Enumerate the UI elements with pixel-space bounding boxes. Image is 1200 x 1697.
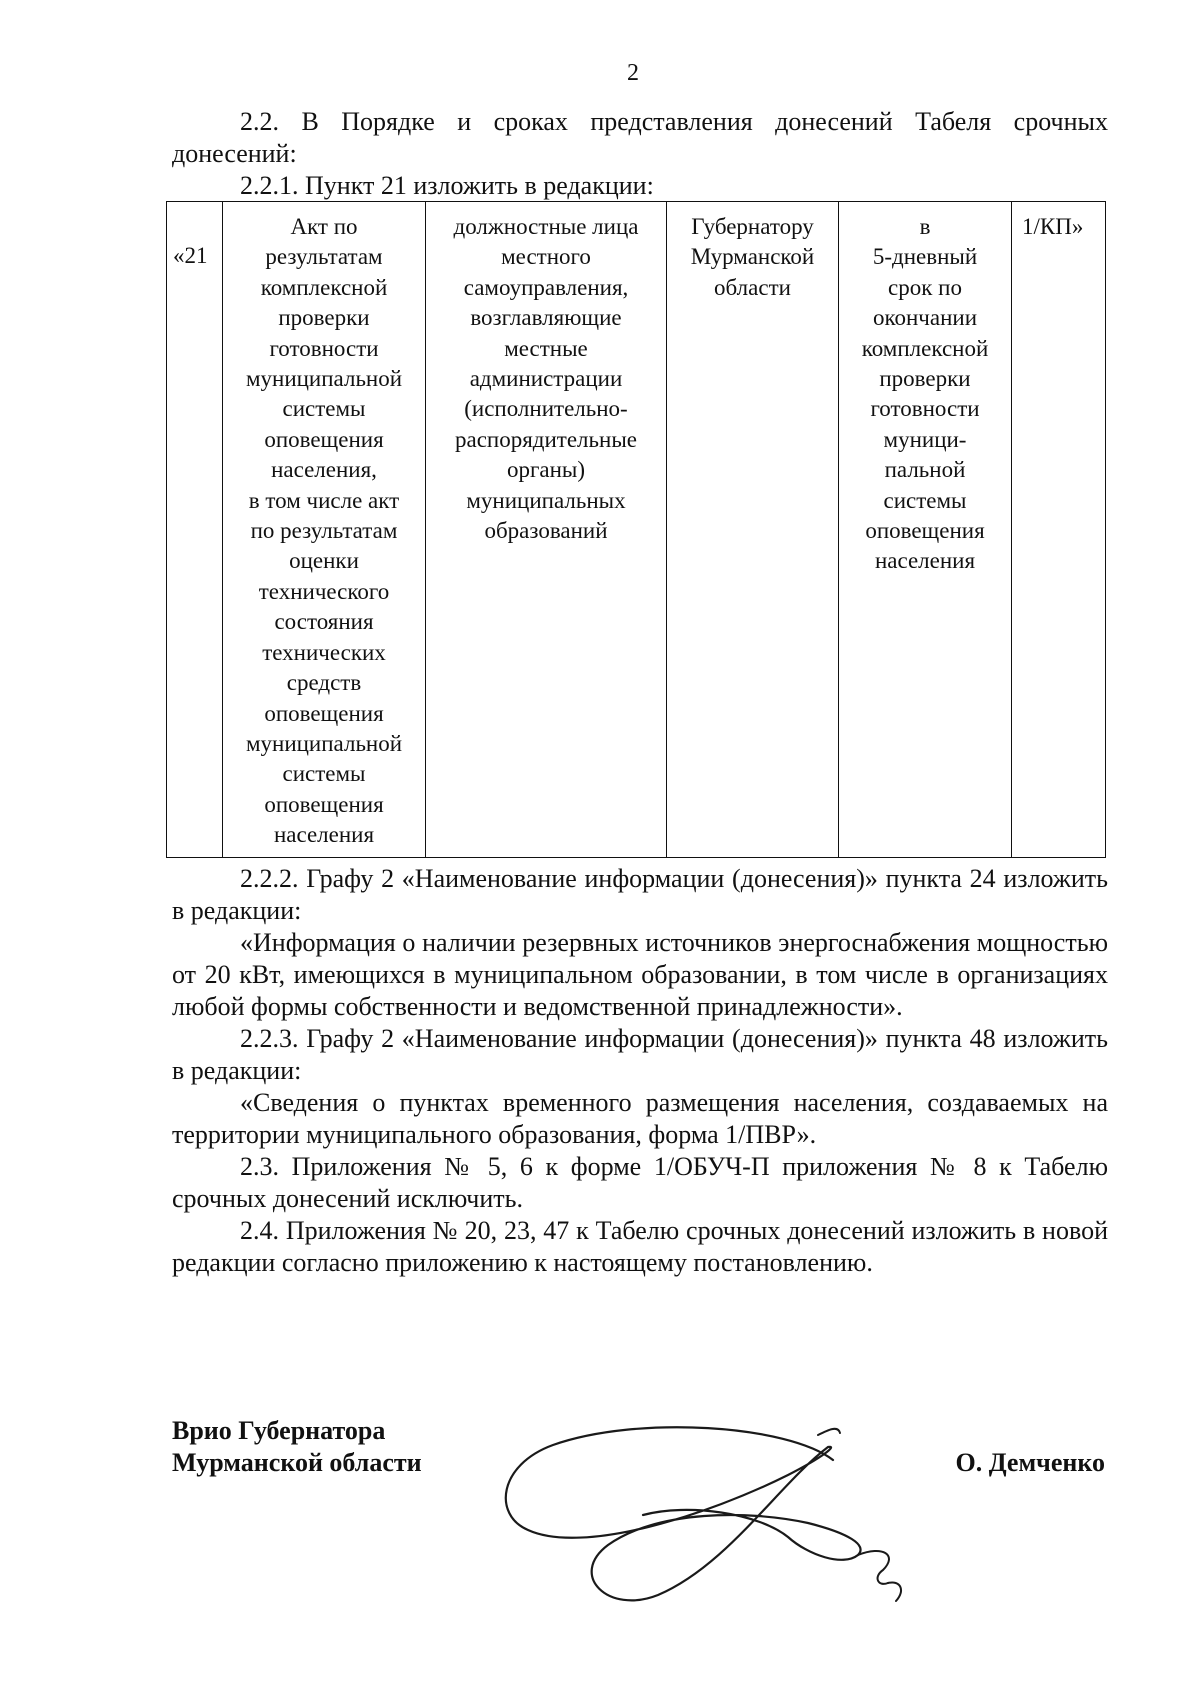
cell-line: Акт по (290, 214, 358, 239)
cell-line: комплексной (861, 335, 989, 361)
cell-line: готовности (269, 335, 379, 361)
cell-line: Губернатору (691, 214, 814, 239)
cell-line: результатам (265, 244, 383, 270)
cell-line: технических (262, 639, 386, 665)
paragraph-2-2-2: 2.2.2. Графу 2 «Наименование информации (донесения)» пункта 24 изложить в редакции: (172, 864, 1108, 925)
cell-line: состояния (274, 609, 374, 635)
cell-line: по результатам (250, 518, 398, 544)
paragraph-2-2-1: 2.2.1. Пункт 21 изложить в редакции: (240, 171, 654, 200)
cell-line: распорядительные (454, 426, 637, 452)
cell-line: органы) (506, 457, 586, 483)
cell-line: пальной (884, 457, 966, 483)
cell-report-name (223, 202, 426, 858)
paragraph-2-2: 2.2. В Порядке и сроках представления донесений Табеля срочных донесений: (172, 107, 1108, 168)
cell-line: оповещения (865, 518, 985, 544)
cell-line: возглавляющие (470, 305, 622, 331)
cell-line: срок по (888, 274, 962, 300)
cell-line: оценки (289, 548, 359, 574)
cell-deadline (839, 202, 1012, 858)
cell-line: должностные лица (453, 214, 639, 239)
cell-line: местного (501, 244, 591, 270)
page-number: 2 (627, 60, 639, 86)
cell-recipient (667, 202, 839, 858)
cell-submitter (426, 202, 667, 858)
cell-item-number: «21 (167, 202, 223, 858)
table-row (167, 202, 1106, 858)
paragraph-2-3: 2.3. Приложения № 5, 6 к форме 1/ОБУЧ-П приложения № 8 к Табелю срочных донесений исключить. (172, 1152, 1108, 1213)
cell-line: образований (484, 518, 608, 544)
cell-line: администрации (469, 366, 623, 392)
cell-line: готовности (870, 396, 980, 422)
cell-line: технического (258, 578, 390, 604)
cell-line: системы (883, 487, 967, 513)
cell-line: средств (286, 670, 362, 696)
cell-line: муниципальных (466, 487, 626, 513)
cell-line: окончании (872, 305, 978, 331)
report-table (166, 201, 1106, 858)
intro-section (172, 106, 1108, 202)
paragraph-2-2-3: 2.2.3. Графу 2 «Наименование информации (донесения)» пункта 48 изложить в редакции: (172, 1024, 1108, 1085)
cell-line: системы (282, 396, 366, 422)
cell-line: муници- (883, 426, 967, 452)
cell-line: Мурманской (690, 244, 815, 270)
cell-line: системы (282, 761, 366, 787)
cell-line: проверки (879, 366, 971, 392)
amendments-section (172, 863, 1108, 1279)
cell-form-code: 1/КП» (1012, 202, 1106, 858)
cell-line: оповещения (264, 426, 384, 452)
quote-item-24: «Информация о наличии резервных источников энергоснабжения мощностью от 20 кВт, имеющихся в муниципальном образовании, в том числе в организациях любой формы собственности и ведомственной принадлежности». (172, 928, 1108, 1021)
cell-line: в (919, 214, 931, 239)
cell-line: населения (874, 548, 976, 574)
cell-line: проверки (278, 305, 370, 331)
cell-line: области (714, 274, 791, 300)
cell-line: муниципальной (245, 366, 403, 392)
position-line-1: Врио Губернатора (172, 1416, 386, 1445)
cell-line: населения, (271, 457, 377, 483)
cell-line: самоуправления, (463, 274, 629, 300)
cell-line: населения (273, 822, 375, 848)
quote-item-48: «Сведения о пунктах временного размещения населения, создаваемых на территории муниципального образования, форма 1/ПВР». (172, 1088, 1108, 1149)
paragraph-2-4: 2.4. Приложения № 20, 23, 47 к Табелю срочных донесений изложить в новой редакции согласно приложению к настоящему постановлению. (172, 1216, 1108, 1277)
cell-line: оповещения (264, 700, 384, 726)
cell-line: оповещения (264, 791, 384, 817)
cell-line: муниципальной (245, 730, 403, 756)
position-line-2: Мурманской области (172, 1448, 422, 1477)
cell-line: (исполнительно- (464, 396, 628, 422)
cell-line: комплексной (260, 274, 388, 300)
cell-line: местные (504, 335, 588, 361)
signer-name: О. Демченко (955, 1448, 1105, 1477)
cell-line: 5-дневный (872, 244, 978, 270)
handwritten-signature (488, 1405, 948, 1605)
signatory-position (172, 1415, 422, 1479)
cell-line: в том числе акт (248, 487, 400, 513)
